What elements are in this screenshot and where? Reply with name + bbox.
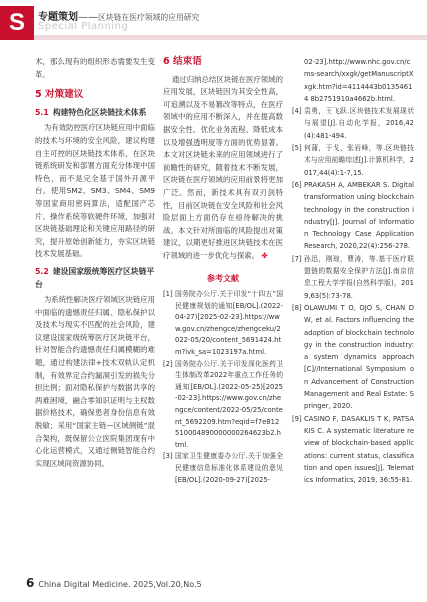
reference-item xyxy=(292,413,414,487)
reference-text: 02-23].http://www.nhc.gov.cn/cms-search/xxgk/getManuscriptXxgk.htm?id=4114443b01354614 8b2751910a4662b.html. xyxy=(304,58,414,103)
page-footer xyxy=(26,576,202,590)
subsection-5-2-text: 建设国家级统筹医疗区块链平台 xyxy=(35,266,155,289)
subsection-5-2-title xyxy=(35,266,155,291)
column-middle xyxy=(163,56,283,486)
reference-text: 国务院办公厅.关于印发深化医药卫生体制改革2022年重点工作任务的通知[EB/OL].(2022-05-25)[2025-02-23].https://www.gov.cn/zhengce/content/2022-05/25/content_5692209.htm?eqid=f7e812510004890000000264623b2.html. xyxy=(175,359,283,449)
reference-number: [6] xyxy=(292,180,302,189)
intro-paragraph: 术，那么现有的组织形态需要发生变革。 xyxy=(35,57,155,79)
reference-number: [4] xyxy=(292,107,302,116)
header-english: Special Planning xyxy=(38,21,129,32)
page-number: 6 xyxy=(26,576,35,590)
paragraph-6-text: 通过归纳总结区块链在医疗领域的应用发展，区块链因为其安全性高，可追溯以及不易篡改等特点，在医疗领域中的应用不断深入，并在提高数据安全性、优化业务流程、降低成本以及增强透明度等方面的优势显著。本文对区块链未来的应用领域进行了前瞻性的研究，随着技术不断发展，区块链在医疗领域的应用前景将更加广泛。然而，新技术具有双刃剑特性，目前区块链在安全风险和社会风险层面上方面仍存在亟待解决的挑战。本文针对所面临的风险提出对策建议，以期更好推进区块链技术在医疗领域的进一步优化与探索。 xyxy=(163,74,283,260)
journal-info: China Digital Medicine. 2025,Vol.20,No.5 xyxy=(38,580,202,589)
reference-number: [5] xyxy=(292,144,302,153)
reference-text: 孙迅，刚琼，曹涛，等.基于医疗联盟链的数据安全保护方法[J].南京信息工程大学学报(自然科学版)，2019,63(5):73-78. xyxy=(304,254,414,300)
reference-text: OLAWUMI T O, OJO S, CHAN D W, et al. Factors influencing the adoption of blockchain technology in the construction industry:a system dynamics approach[C]//International Symposium on Advancement of Construction Management and Real Estate: Springer, 2020. xyxy=(304,303,414,411)
reference-item xyxy=(292,179,414,253)
subsection-5-1-text: 构建特色化区块链技术体系 xyxy=(52,107,147,117)
reference-number: [1] xyxy=(163,290,173,299)
reference-item xyxy=(292,105,414,142)
reference-number: [2] xyxy=(163,359,173,368)
subsection-5-1-title xyxy=(35,107,155,120)
reference-item xyxy=(292,302,414,413)
reference-item xyxy=(163,359,283,452)
section-5-title: 5 对策建议 xyxy=(35,89,84,101)
column-name: 专题策划 xyxy=(38,12,78,23)
header-dash: —— xyxy=(78,12,98,23)
reference-number: [9] xyxy=(292,414,302,423)
reference-text: CASINO F, DASAKLIS T K, PATSAKIS C. A systematic literature review of blockchain-based applications: current status, classification and open issues[J]. Telematics Informatics, 2019, 36:55-81. xyxy=(304,414,414,485)
reference-text: 何蒲，于戈，张岩峰，等.区块链技术与应用前瞻综述[J].计算机科学，2017,44(4):1-7,15. xyxy=(304,144,414,177)
reference-number: [3] xyxy=(163,452,173,461)
paragraph-5-1: 为有效防控医疗区块链应用中面临的技术与环境的安全风险，建议构建自主可控的区块链技术体系，在区块链系统研发和部署方面充分体现中国特色，而不是完全基于国外开源平台。使用SM2、SM3、SM4、SM9等国家商用密码算法，适配国产芯片、操作系统等软硬件环境，加强对区块链基础理论和关键应用路径的研究，提升原始创新能力，夯实区块链技术发展基础。 xyxy=(35,123,155,259)
end-mark-icon: ✤ xyxy=(261,250,268,260)
reference-item xyxy=(163,451,283,486)
header-bar xyxy=(34,35,427,40)
subsection-5-1-number: 5.1 xyxy=(35,107,49,117)
subsection-5-2-number: 5.2 xyxy=(35,266,49,276)
special-planning-logo: S xyxy=(0,6,34,40)
reference-text: 国家卫生健康委办公厅.关于加强全民健康信息标准化体系建设的意见[EB/OL].(2020-09-27)[2025- xyxy=(175,452,283,484)
header-topic: 区块链在医疗领域的应用研究 xyxy=(98,13,200,22)
reference-item xyxy=(292,253,414,302)
reference-number: [8] xyxy=(292,303,302,312)
reference-text: 国务院办公厅.关于印发“十四五”国民健康规划的通知[EB/OL].(2022-04-27)[2025-02-23].https://www.gov.cn/zhengce/zhengceku/2022-05/20/content_5691424.htm?ivk_sa=1023197a.html. xyxy=(175,290,283,357)
paragraph-5-2: 为系统性解决医疗领域区块链应用中面临的遗憾责任归属、隐私保护以及技术与现实不匹配的社会风险，建议建设国家级统筹医疗区块链平台，针对智能合约遗憾责任归属模糊的难题，通过构建法律+技术双轨认定机制，有效界定合约漏洞引发的损失分担比例；面对隐私保护与数据共享的两难困境，融合零知识证明与主权数据价格技术，确保患者身份信息有效脱敏；采用“国家主链—区域侧链”混合架构，既保留公立医院集团现有中心化运营模式，又通过侧链智能合约实现区域间资源协同。 xyxy=(35,295,155,468)
section-6-title: 6 结束语 xyxy=(163,56,202,67)
reference-number: [7] xyxy=(292,254,302,263)
reference-text: 袁勇，王飞跃.区块链技术发展现状与展望[J].自动化学报，2016,42(4):481-494. xyxy=(304,107,414,140)
references-title: 参考文献 xyxy=(207,273,239,283)
paragraph-6 xyxy=(163,74,283,263)
page-header xyxy=(0,0,427,40)
reference-text: PRAKASH A, AMBEKAR S. Digital transformation using blockchain technology in the construction industry[J]. Journal of Information Technology Case Application Research, 2020,22(4):256-278. xyxy=(304,180,414,251)
column-right xyxy=(292,56,414,486)
reference-continuation xyxy=(292,56,414,105)
reference-item xyxy=(163,289,283,359)
column-left xyxy=(35,56,155,470)
reference-item xyxy=(292,142,414,179)
